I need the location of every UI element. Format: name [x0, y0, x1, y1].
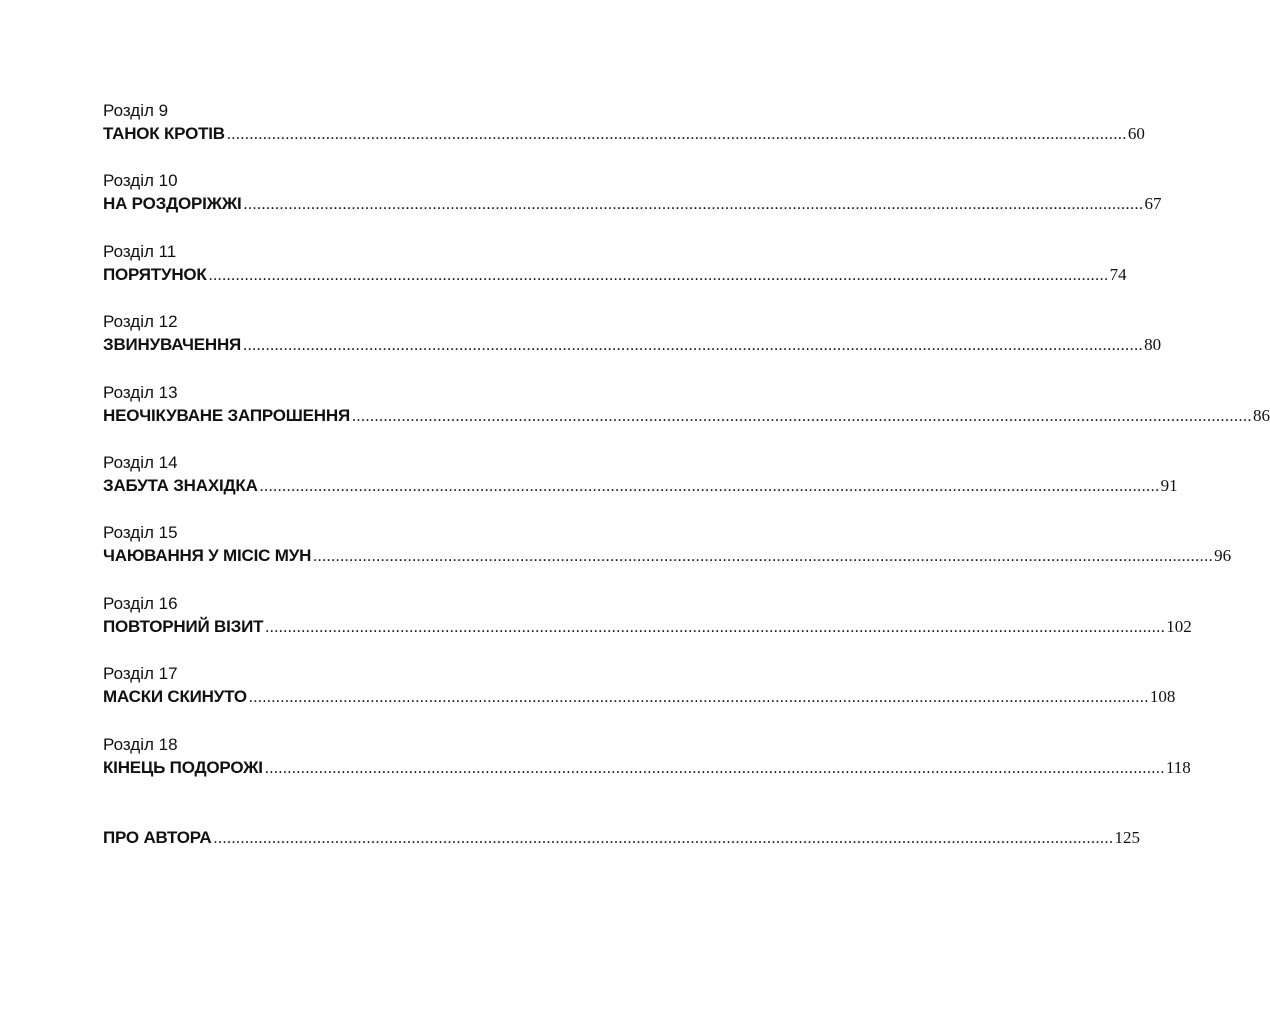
toc-line: [103, 544, 1232, 568]
toc-entry: [103, 591, 1192, 661]
chapter-title: ПОРЯТУНОК: [103, 264, 207, 284]
chapter-label: Розділ 13: [103, 382, 178, 402]
toc-entry: [103, 732, 1191, 802]
chapter-title: ЧАЮВАННЯ У МІСІС МУН: [103, 546, 312, 566]
dot-leader: ........................................................................................................................................................................................................: [313, 548, 1214, 566]
chapter-title: МАСКИ СКИНУТО: [103, 687, 247, 707]
page-number: 60: [1127, 124, 1145, 143]
chapter-label: Розділ 15: [103, 523, 178, 543]
chapter-label: Розділ 16: [103, 593, 178, 613]
page-number: 125: [1114, 827, 1140, 847]
chapter-title: ЗВИНУВАЧЕННЯ: [103, 335, 242, 355]
dot-leader: ........................................................................................................................................................................................................: [351, 407, 1252, 425]
page-number: 74: [1109, 264, 1127, 284]
page-number: 80: [1144, 335, 1162, 355]
dot-leader: ........................................................................................................................................................................................................: [265, 618, 1166, 636]
page-number: 96: [1214, 546, 1232, 566]
toc-line: [103, 333, 1162, 357]
page-number: 86: [1252, 405, 1270, 425]
about-author-title: ПРО АВТОРА: [103, 827, 212, 847]
toc-entry: [103, 661, 1176, 731]
toc-entry: [103, 309, 1162, 379]
chapter-title: НЕОЧІКУВАНЕ ЗАПРОШЕННЯ: [103, 405, 350, 425]
page-number: 118: [1165, 757, 1191, 777]
chapter-label: Розділ 18: [103, 734, 178, 754]
empty-label: [103, 804, 547, 826]
toc-line: [103, 263, 1127, 287]
page-number: 67: [1144, 194, 1162, 214]
toc-line: [103, 826, 1140, 850]
chapter-label: Розділ 9: [103, 101, 169, 120]
chapter-label: Розділ 11: [103, 241, 177, 261]
dot-leader: ........................................................................................................................................................................................................: [248, 689, 1149, 707]
dot-leader: ........................................................................................................................................................................................................: [243, 337, 1144, 355]
dot-leader: ........................................................................................................................................................................................................: [213, 829, 1114, 847]
toc-entry: [103, 450, 1178, 520]
toc-line: [103, 404, 1270, 428]
page-number: 91: [1160, 475, 1178, 495]
chapter-title: ПОВТОРНИЙ ВІЗИТ: [103, 616, 264, 636]
dot-leader: ........................................................................................................................................................................................................: [208, 266, 1109, 284]
toc-line: [103, 474, 1178, 498]
toc-line: [103, 122, 1145, 146]
chapter-title: ЗАБУТА ЗНАХІДКА: [103, 475, 258, 495]
toc-line: [103, 756, 1191, 780]
toc-entry: [103, 380, 1270, 450]
chapter-title: КІНЕЦЬ ПОДОРОЖІ: [103, 757, 263, 777]
toc-line: [103, 192, 1162, 216]
chapter-label: Розділ 14: [103, 452, 178, 472]
toc-line: [103, 615, 1192, 639]
chapter-title: НА РОЗДОРІЖЖІ: [103, 194, 242, 214]
dot-leader: ........................................................................................................................................................................................................: [243, 196, 1144, 214]
toc-entry: [103, 520, 1232, 590]
chapter-label: Розділ 17: [103, 664, 178, 684]
dot-leader: ........................................................................................................................................................................................................: [259, 477, 1160, 495]
dot-leader: ........................................................................................................................................................................................................: [264, 759, 1165, 777]
page-number: 108: [1149, 687, 1176, 707]
table-of-contents: [103, 98, 1270, 872]
chapter-label: Розділ 10: [103, 171, 178, 191]
chapter-label: Розділ 12: [103, 312, 178, 332]
chapter-title: ТАНОК КРОТІВ: [103, 124, 225, 143]
toc-entry-about-author: [103, 802, 1140, 872]
toc-line: [103, 685, 1176, 709]
toc-entry: [103, 168, 1162, 238]
toc-entry: [103, 98, 1145, 168]
page-number: 102: [1166, 616, 1192, 636]
dot-leader: ........................................................................................................................................................................................................: [226, 126, 1127, 143]
toc-entry: [103, 239, 1127, 309]
